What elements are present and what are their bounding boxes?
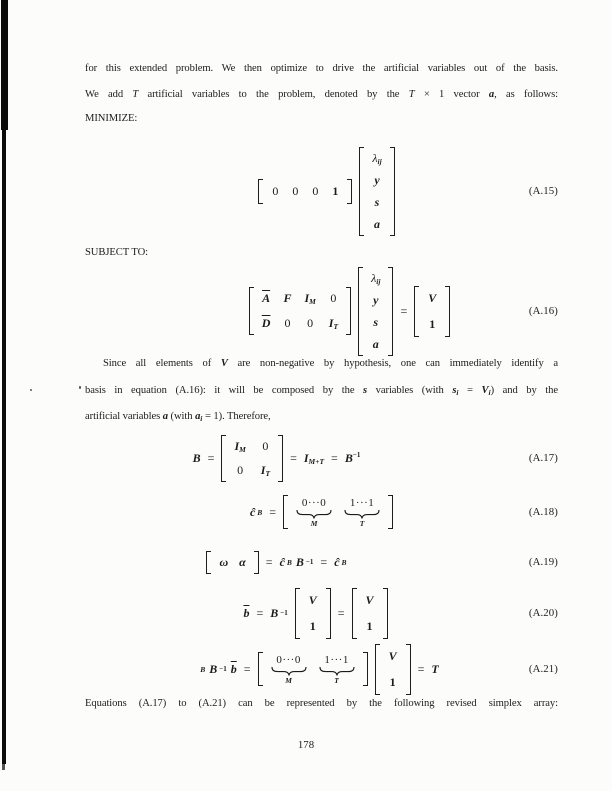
bracket-right <box>278 435 283 482</box>
cost-vector-braced <box>258 652 368 686</box>
math-one: 1 <box>366 618 373 633</box>
underbrace-icon <box>344 510 380 519</box>
var-B: B <box>295 554 304 569</box>
math-zero: 0 <box>272 183 279 198</box>
equation-label-a17: (A.17) <box>528 452 558 464</box>
var-b-bar: $\overline{b}$ <box>230 661 237 676</box>
var-T: T <box>408 89 415 100</box>
equation-a18 <box>85 492 558 532</box>
rhs-vector <box>352 588 388 639</box>
equation-a21-content <box>198 644 438 695</box>
var-I-M-plus-T <box>304 451 324 466</box>
ones-sequence: 1···1 <box>324 654 349 667</box>
paragraph2-line2 <box>85 384 558 400</box>
math-zero: 0 <box>307 316 314 330</box>
subscript-T: T <box>265 468 271 478</box>
scan-speck <box>30 389 32 391</box>
text-segment: ) and by the <box>490 385 558 396</box>
superscript-minus-1: −1 <box>280 609 288 617</box>
var-I: I <box>304 291 310 305</box>
superscript-minus-1: −1 <box>305 558 314 566</box>
zeros-sequence: 0···0 <box>276 654 301 667</box>
paragraph2-line3 <box>85 410 558 426</box>
equation-a20 <box>85 589 558 637</box>
var-c-hat: ĉ <box>249 504 256 519</box>
var-F: F <box>283 291 292 305</box>
subscript-i: i <box>488 388 491 397</box>
subscript-B: B <box>286 557 292 567</box>
closing-line <box>85 697 558 711</box>
text-segment: We add <box>85 89 133 100</box>
var-c-hat-B <box>250 505 262 520</box>
text-segment: artificial variables <box>85 411 163 422</box>
equation-label-a16: (A.16) <box>528 305 558 317</box>
var-V: V <box>388 648 397 663</box>
text-segment: Since all elements of <box>103 358 221 369</box>
var-B-inverse <box>345 451 361 466</box>
column-vector-cells <box>364 147 389 236</box>
equals-operator: = <box>337 605 345 620</box>
math-one: 1 <box>332 183 339 198</box>
var-c-hat: ĉ <box>334 554 340 569</box>
subscript-M: M <box>239 444 246 454</box>
bracket-right <box>346 287 351 335</box>
var-y: y <box>374 172 380 187</box>
var-T: T <box>132 89 139 100</box>
var-I: I <box>260 462 266 477</box>
subscript-B: B <box>341 557 347 567</box>
equation-label-a18: (A.18) <box>528 506 558 518</box>
bracket-right <box>388 495 393 529</box>
constraint-matrix <box>249 287 351 335</box>
var-I-M <box>234 439 245 454</box>
equals-operator: = <box>331 450 338 465</box>
bracket-right <box>445 286 450 337</box>
var-b-bar: $\overline{b}$ <box>243 605 250 620</box>
zeros-underbrace-group <box>296 498 332 528</box>
scan-edge-bar-top <box>1 0 8 130</box>
rhs-vector <box>295 588 331 639</box>
rhs-vector-cells <box>357 588 383 639</box>
ones-sequence: 1···1 <box>349 497 375 510</box>
ones-underbrace-group <box>319 655 355 685</box>
equation-a15-content <box>258 147 394 236</box>
underbrace-icon <box>271 667 307 676</box>
underbrace-label-T: T <box>334 676 339 686</box>
zeros-sequence: 0···0 <box>301 497 327 510</box>
text-segment: SUBJECT TO: <box>85 247 148 258</box>
bracket-right <box>326 588 331 639</box>
rhs-vector-cells <box>419 286 445 337</box>
var-alpha: α <box>239 554 246 569</box>
bracket-right <box>383 588 388 639</box>
bracket-right <box>363 652 368 686</box>
underbrace-label-M: M <box>310 519 318 529</box>
paragraph1-line2 <box>85 88 558 102</box>
rhs-vector <box>375 644 411 695</box>
subscript-i: i <box>456 388 459 397</box>
var-lambda: λ <box>371 270 377 285</box>
subscript-ij: ij <box>376 276 381 286</box>
text-segment: × 1 vector <box>414 89 489 100</box>
text-segment: variables (with <box>367 385 453 396</box>
math-one: 1 <box>309 618 316 633</box>
equation-label-a19: (A.19) <box>528 556 558 568</box>
minimize-heading <box>85 112 558 126</box>
column-vector-cells <box>363 267 388 356</box>
text-segment: basis in equation (A.16): it will be composed by the <box>85 385 364 396</box>
variable-column-vector <box>358 267 393 356</box>
omega-alpha-row-vector <box>206 551 258 574</box>
text-segment: = 1). Therefore, <box>202 411 271 422</box>
var-a: a <box>162 411 168 422</box>
var-I-T <box>261 463 270 478</box>
bracket-right <box>406 644 411 695</box>
underbrace-icon <box>296 510 332 519</box>
math-zero: 0 <box>312 183 319 198</box>
subscript-i: i <box>200 414 203 423</box>
var-a: a <box>374 216 380 231</box>
var-a: a <box>488 89 495 100</box>
var-lambda-ij <box>371 271 380 286</box>
equals-operator: = <box>256 605 264 620</box>
math-one: 1 <box>429 316 436 331</box>
cost-row-vector <box>258 179 352 204</box>
equation-label-a21: (A.21) <box>528 663 558 675</box>
equals-operator: = <box>400 303 408 318</box>
math-zero: 0 <box>237 462 244 477</box>
math-zero: 0 <box>292 183 299 198</box>
equals-operator: = <box>269 504 277 519</box>
subject-to-heading <box>85 246 558 260</box>
equals-operator: = <box>417 661 425 676</box>
var-a: a <box>372 336 379 351</box>
underbrace-label-M: M <box>285 676 292 686</box>
underbrace-label-T: T <box>359 519 365 529</box>
var-D-bar: $\overline{D}$ <box>261 316 271 330</box>
braced-cells <box>263 652 363 686</box>
rhs-vector-cells <box>380 644 406 695</box>
var-I: I <box>303 450 309 465</box>
matrix-cells <box>254 287 346 335</box>
scan-speck <box>79 386 81 389</box>
var-V: V <box>428 290 437 305</box>
var-s: s <box>452 385 457 396</box>
equals-operator: = <box>207 450 215 465</box>
equation-label-a20: (A.20) <box>528 607 558 619</box>
c-hat-B-B-inverse-b-bar <box>198 662 237 677</box>
subscript-T: T <box>333 322 339 331</box>
var-V: V <box>220 358 228 369</box>
text-segment: Equations (A.17) to (A.21) can be represented by the following revised simplex array: <box>85 698 558 709</box>
equation-a19 <box>85 548 558 576</box>
bracket-right <box>254 551 259 574</box>
text-segment: , as follows: <box>494 89 559 100</box>
var-s: s <box>374 194 380 209</box>
equation-a20-content <box>243 588 387 639</box>
equals-operator: = <box>265 554 273 569</box>
equals-operator: = <box>290 450 297 465</box>
scan-edge-bar-tail <box>2 764 5 770</box>
equation-a21 <box>85 643 558 695</box>
equation-label-a15: (A.15) <box>528 185 558 197</box>
basis-matrix <box>221 435 283 482</box>
var-s: s <box>363 385 368 396</box>
math-zero: 0 <box>262 438 269 453</box>
text-segment: for this extended problem. We then optimize to drive the artificial variables out of the basis. <box>85 63 558 74</box>
var-omega: ω <box>219 554 229 569</box>
subscript-B: B <box>200 664 206 674</box>
equation-a17-content <box>193 435 361 482</box>
math-zero: 0 <box>284 316 291 330</box>
equation-a19-content <box>206 551 346 574</box>
var-c-hat: ĉ <box>279 554 285 569</box>
var-y: y <box>373 292 379 307</box>
equation-a17 <box>85 434 558 482</box>
subscript-ij: ij <box>377 156 382 166</box>
math-one: 1 <box>389 674 396 689</box>
var-I-M <box>304 291 315 306</box>
text-segment: artificial variables to the problem, denoted by the <box>138 89 409 100</box>
var-V: V <box>481 385 489 396</box>
row-vector-cells <box>263 179 347 204</box>
var-V: V <box>365 592 374 607</box>
var-lambda-ij <box>372 151 381 166</box>
var-I-T <box>329 316 338 331</box>
text-segment: are non-negative by hypothesis, one can immediately identify a <box>227 358 558 369</box>
text-segment: (with <box>167 411 196 422</box>
superscript-minus-1: −1 <box>219 665 227 673</box>
superscript-minus-1: −1 <box>352 450 361 459</box>
rhs-vector <box>414 286 450 337</box>
equation-a18-content <box>250 495 393 529</box>
var-B: B <box>192 450 201 465</box>
var-B-inverse <box>270 606 288 621</box>
text-segment: MINIMIZE: <box>85 113 138 124</box>
var-T: T <box>431 661 439 676</box>
equation-a15 <box>85 145 558 237</box>
bracket-right <box>388 267 393 356</box>
cost-vector-braced <box>283 495 393 529</box>
text-segment: = <box>458 385 482 396</box>
subscript-M-plus-T: M+T <box>308 456 325 466</box>
paragraph1-line1 <box>85 62 558 76</box>
page-number: 178 <box>297 739 315 751</box>
equation-a16-content <box>249 267 450 356</box>
var-s: s <box>373 314 379 329</box>
var-B: B <box>344 450 353 465</box>
var-I: I <box>234 438 240 453</box>
ones-underbrace-group <box>344 498 380 528</box>
var-c-hat-B <box>334 555 346 570</box>
bracket-right <box>390 147 395 236</box>
equals-operator: = <box>320 554 328 569</box>
c-hat-B-B-inverse <box>280 555 314 570</box>
var-V: V <box>308 592 317 607</box>
bracket-right <box>347 179 352 204</box>
braced-cells <box>288 495 388 529</box>
equation-a16 <box>85 264 558 358</box>
math-zero: 0 <box>330 291 337 305</box>
var-B: B <box>270 605 279 620</box>
var-a: a <box>195 411 201 422</box>
equals-operator: = <box>243 661 251 676</box>
var-lambda: λ <box>372 150 378 165</box>
zeros-underbrace-group <box>271 655 307 685</box>
var-A-bar: $\overline{A}$ <box>262 291 271 305</box>
var-B: B <box>209 661 218 676</box>
var-I: I <box>328 316 334 330</box>
row-vector-cells <box>211 551 253 574</box>
rhs-vector-cells <box>300 588 326 639</box>
subscript-M: M <box>309 297 316 306</box>
subscript-B: B <box>257 507 263 517</box>
underbrace-icon <box>319 667 355 676</box>
matrix-cells <box>226 435 278 482</box>
variable-column-vector <box>359 147 394 236</box>
paragraph2-line1 <box>85 357 558 371</box>
